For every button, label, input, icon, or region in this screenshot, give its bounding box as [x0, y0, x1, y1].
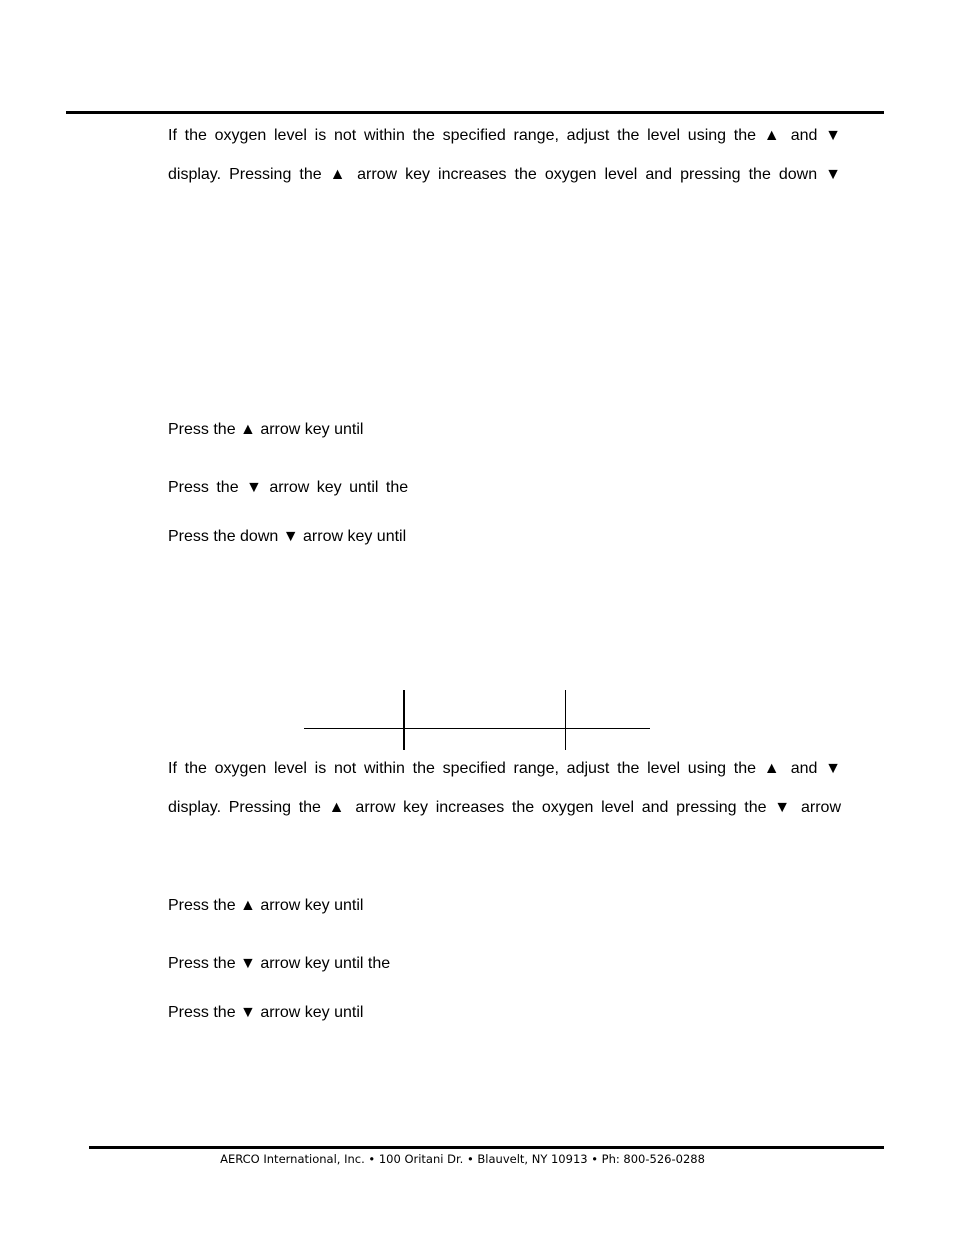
table-vertical-rule-left: [403, 690, 405, 750]
footer-address: AERCO International, Inc. • 100 Oritani Dr. • Blauvelt, NY 10913 • Ph: 800-526-0288: [220, 1152, 705, 1166]
section1-step-1: Press the ▲ arrow key until: [168, 421, 364, 438]
section1-step-3: Press the down ▼ arrow key until: [168, 528, 407, 545]
section1-step-2: Press the ▼ arrow key until the: [168, 479, 409, 496]
table-horizontal-rule: [304, 728, 650, 729]
section2-step-1: Press the ▲ arrow key until: [168, 897, 364, 914]
header-rule: [66, 111, 884, 114]
section2-paragraph-line-1: If the oxygen level is not within the specified range, adjust the level using the ▲ and ▼: [168, 760, 841, 777]
footer-rule: [89, 1146, 884, 1149]
section2-step-2: Press the ▼ arrow key until the: [168, 955, 391, 972]
section2-paragraph-line-2: display. Pressing the ▲ arrow key increases the oxygen level and pressing the ▼ arrow: [168, 799, 841, 816]
table-vertical-rule-right: [565, 690, 566, 750]
section1-paragraph-line-1: If the oxygen level is not within the specified range, adjust the level using the ▲ and ▼: [168, 127, 841, 144]
section2-step-3: Press the ▼ arrow key until: [168, 1004, 364, 1021]
section1-paragraph-line-2: display. Pressing the ▲ arrow key increases the oxygen level and pressing the down ▼: [168, 166, 841, 183]
